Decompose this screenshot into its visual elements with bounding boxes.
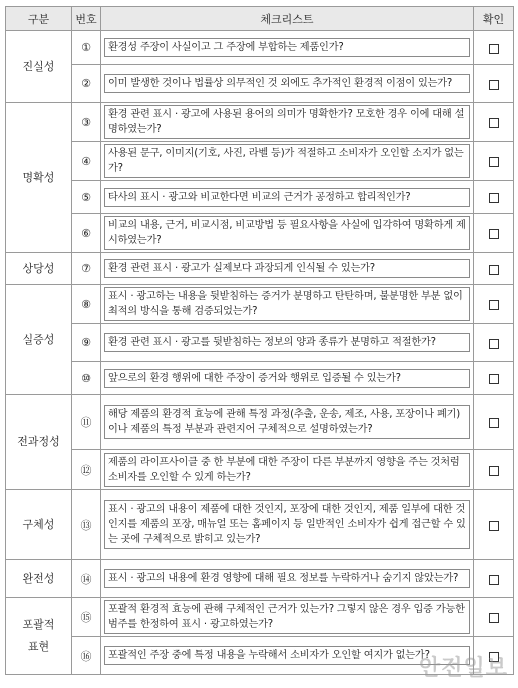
confirm-cell [474, 490, 514, 560]
item-text [101, 142, 474, 181]
item-text [101, 362, 474, 395]
item-number: ⑭ [72, 560, 101, 598]
checkbox[interactable] [489, 118, 499, 128]
confirm-cell [474, 450, 514, 490]
table-row [6, 142, 514, 181]
item-text [101, 65, 474, 103]
table-row [6, 560, 514, 598]
item-text [101, 31, 474, 65]
table-row [6, 324, 514, 362]
header-number: 번호 [72, 7, 101, 31]
category-line-2: 표현 [27, 640, 50, 653]
item-question: 앞으로의 환경 행위에 대한 주장이 증거와 행위로 입증될 수 있는가? [104, 369, 470, 388]
item-number: ⑧ [72, 285, 101, 324]
category-proportionality: 상당성 [6, 253, 72, 285]
table-row [6, 362, 514, 395]
category-substantiation: 실증성 [6, 285, 72, 395]
confirm-cell [474, 324, 514, 362]
table-row [6, 214, 514, 253]
item-text [101, 598, 474, 637]
item-question: 제품의 라이프사이클 중 한 부분에 대한 주장이 다른 부분까지 영향을 주는 것처럼 소비자를 오인할 수 있게 하는가? [104, 453, 470, 487]
category-completeness: 완전성 [6, 560, 72, 598]
checkbox[interactable] [489, 575, 499, 585]
item-number: ④ [72, 142, 101, 181]
category-clarity: 명확성 [6, 103, 72, 253]
item-number: ⑬ [72, 490, 101, 560]
item-question: 환경성 주장이 사실이고 그 주장에 부합하는 제품인가? [104, 38, 470, 57]
checkbox[interactable] [489, 613, 499, 623]
confirm-cell [474, 65, 514, 103]
item-text [101, 637, 474, 675]
category-truthfulness: 진실성 [6, 31, 72, 103]
item-text [101, 181, 474, 214]
item-text [101, 214, 474, 253]
category-specificity: 구체성 [6, 490, 72, 560]
category-lifecycle: 전과정성 [6, 395, 72, 490]
item-question: 이미 발생한 것이나 법률상 의무적인 것 외에도 추가적인 환경적 이점이 있는가? [104, 74, 470, 93]
checkbox[interactable] [489, 157, 499, 167]
item-text [101, 490, 474, 560]
item-text [101, 103, 474, 142]
table-row [6, 490, 514, 560]
checklist-table [5, 6, 514, 675]
table-row [6, 181, 514, 214]
checkbox[interactable] [489, 300, 499, 310]
confirm-cell [474, 31, 514, 65]
confirm-cell [474, 395, 514, 450]
checkbox[interactable] [489, 193, 499, 203]
item-question: 비교의 내용, 근거, 비교시점, 비교방법 등 필요사항을 사실에 입각하여 명확하게 제시하였는가? [104, 216, 470, 250]
header-category: 구분 [6, 7, 72, 31]
item-question: 타사의 표시 · 광고와 비교한다면 비교의 근거가 공정하고 합리적인가? [104, 188, 470, 207]
item-text [101, 324, 474, 362]
checkbox[interactable] [489, 418, 499, 428]
item-question: 환경 관련 표시 · 광고가 실제보다 과장되게 인식될 수 있는가? [104, 259, 470, 278]
category-line-1: 포괄적 [22, 618, 55, 631]
category-comprehensive-expression [6, 598, 72, 675]
item-number: ② [72, 65, 101, 103]
confirm-cell [474, 214, 514, 253]
checkbox[interactable] [489, 521, 499, 531]
item-number: ⑫ [72, 450, 101, 490]
item-text [101, 285, 474, 324]
item-number: ⑯ [72, 637, 101, 675]
checkbox[interactable] [489, 44, 499, 54]
table-row [6, 285, 514, 324]
item-number: ③ [72, 103, 101, 142]
item-number: ⑪ [72, 395, 101, 450]
item-question: 사용된 문구, 이미지(기호, 사진, 라벨 등)가 적절하고 소비자가 오인할 소지가 없는가? [104, 144, 470, 178]
item-question: 환경 관련 표시 · 광고를 뒷받침하는 정보의 양과 종류가 분명하고 적절한가? [104, 333, 470, 352]
item-number: ⑮ [72, 598, 101, 637]
header-row [6, 7, 514, 31]
table-row [6, 598, 514, 637]
item-question: 표시 · 광고의 내용에 환경 영향에 대해 필요 정보를 누락하거나 숨기지 않았는가? [104, 569, 470, 588]
confirm-cell [474, 560, 514, 598]
item-number: ① [72, 31, 101, 65]
item-question: 환경 관련 표시 · 광고에 사용된 용어의 의미가 명확한가? 모호한 경우 이에 대해 설명하였는가? [104, 105, 470, 139]
confirm-cell [474, 285, 514, 324]
table-row [6, 103, 514, 142]
header-confirm: 확인 [474, 7, 514, 31]
checkbox[interactable] [489, 80, 499, 90]
item-question: 표시 · 광고의 내용이 제품에 대한 것인지, 포장에 대한 것인지, 제품 일부에 대한 것인지를 제품의 포장, 매뉴얼 또는 홈페이지 등 일반적인 소비자가 쉽게 접근할 수 있는 곳에 구체적으로 밝히고 있는가? [104, 500, 470, 549]
item-number: ⑩ [72, 362, 101, 395]
checkbox[interactable] [489, 466, 499, 476]
item-number: ⑦ [72, 253, 101, 285]
item-text [101, 253, 474, 285]
confirm-cell [474, 598, 514, 637]
checkbox[interactable] [489, 339, 499, 349]
item-number: ⑤ [72, 181, 101, 214]
watermark-logo: 안전일보 [418, 656, 508, 681]
confirm-cell [474, 142, 514, 181]
table-row [6, 31, 514, 65]
item-question: 포괄적 환경적 효능에 관해 구체적인 근거가 있는가? 그렇지 않은 경우 입증 가능한 범주를 한정하여 표시 · 광고하였는가? [104, 600, 470, 634]
checkbox[interactable] [489, 374, 499, 384]
item-text [101, 395, 474, 450]
table-row [6, 65, 514, 103]
item-question: 포괄적인 주장 중에 특정 내용을 누락해서 소비자가 오인할 여지가 없는가? [104, 646, 470, 665]
item-number: ⑨ [72, 324, 101, 362]
confirm-cell [474, 181, 514, 214]
confirm-cell [474, 103, 514, 142]
header-checklist: 체크리스트 [101, 7, 474, 31]
item-text [101, 450, 474, 490]
confirm-cell [474, 362, 514, 395]
table-row [6, 395, 514, 450]
table-row [6, 253, 514, 285]
item-text [101, 560, 474, 598]
checkbox[interactable] [489, 265, 499, 275]
item-number: ⑥ [72, 214, 101, 253]
table-row [6, 450, 514, 490]
item-question: 해당 제품의 환경적 효능에 관해 특정 과정(추출, 운송, 제조, 사용, 포장이나 폐기)이나 제품의 특정 부분과 관련지어 구체적으로 설명하였는가? [104, 405, 470, 439]
confirm-cell [474, 253, 514, 285]
checkbox[interactable] [489, 229, 499, 239]
item-question: 표시 · 광고하는 내용을 뒷받침하는 증거가 분명하고 탄탄하며, 불분명한 부분 없이 최적의 방식을 통해 검증되었는가? [104, 287, 470, 321]
